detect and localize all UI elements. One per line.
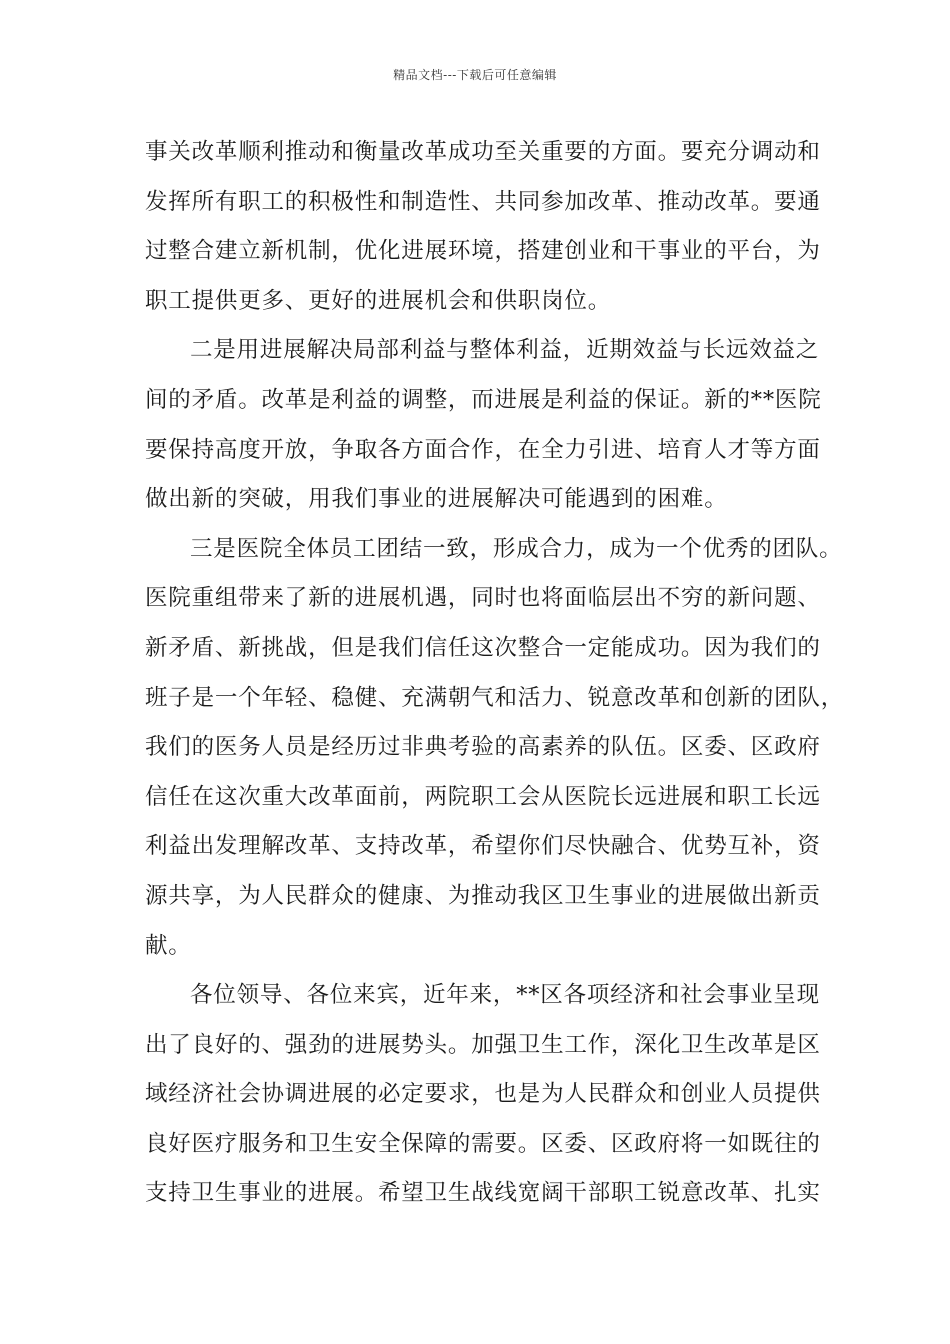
paragraph-4 (145, 971, 821, 1219)
text-line: 域经济社会协调进展的必定要求，也是为人民群众和创业人员提供 (145, 1081, 821, 1108)
text-line: 信任在这次重大改革面前，两院职工会从医院长远进展和职工长远 (145, 783, 821, 810)
text-line: 间的矛盾。改革是利益的调整，而进展是利益的保证。新的**医院 (145, 386, 822, 413)
paragraph-1 (145, 128, 821, 326)
page-header: 精品文档---下载后可任意编辑 (393, 68, 557, 82)
text-line: 各位领导、各位来宾，近年来，**区各项经济和社会事业呈现 (190, 982, 820, 1009)
text-line: 出了良好的、强劲的进展势头。加强卫生工作，深化卫生改革是区 (145, 1031, 821, 1058)
document-body (145, 128, 845, 1219)
text-line: 我们的医务人员是经历过非典考验的高素养的队伍。区委、区政府 (145, 734, 821, 761)
text-line: 源共享，为人民群众的健康、为推动我区卫生事业的进展做出新贡 (145, 882, 821, 909)
paragraph-3 (145, 525, 845, 971)
text-line: 做出新的突破，用我们事业的进展解决可能遇到的困难。 (145, 486, 728, 513)
text-line: 二是用进展解决局部利益与整体利益，近期效益与长远效益之 (190, 337, 820, 364)
text-line: 新矛盾、新挑战，但是我们信任这次整合一定能成功。因为我们的 (145, 634, 821, 661)
text-line: 利益出发理解改革、支持改革，希望你们尽快融合、优势互补，资 (145, 833, 821, 860)
text-line: 良好医疗服务和卫生安全保障的需要。区委、区政府将一如既往的 (145, 1130, 821, 1157)
text-line: 支持卫生事业的进展。希望卫生战线宽阔干部职工锐意改革、扎实 (145, 1180, 821, 1207)
text-line: 医院重组带来了新的进展机遇，同时也将面临层出不穷的新问题、 (145, 585, 821, 612)
text-line: 要保持高度开放，争取各方面合作，在全力引进、培育人才等方面 (145, 436, 821, 463)
text-line: 三是医院全体员工团结一致，形成合力，成为一个优秀的团队。 (190, 535, 843, 562)
text-line: 发挥所有职工的积极性和制造性、共同参加改革、推动改革。要通 (145, 188, 821, 215)
text-line: 职工提供更多、更好的进展机会和供职岗位。 (145, 287, 612, 314)
text-line: 事关改革顺利推动和衡量改革成功至关重要的方面。要充分调动和 (145, 139, 821, 165)
text-line: 班子是一个年轻、稳健、充满朝气和活力、锐意改革和创新的团队， (145, 684, 845, 711)
text-line: 过整合建立新机制，优化进展环境，搭建创业和干事业的平台，为 (145, 238, 821, 265)
text-line: 献。 (145, 932, 192, 959)
paragraph-2 (145, 326, 822, 524)
